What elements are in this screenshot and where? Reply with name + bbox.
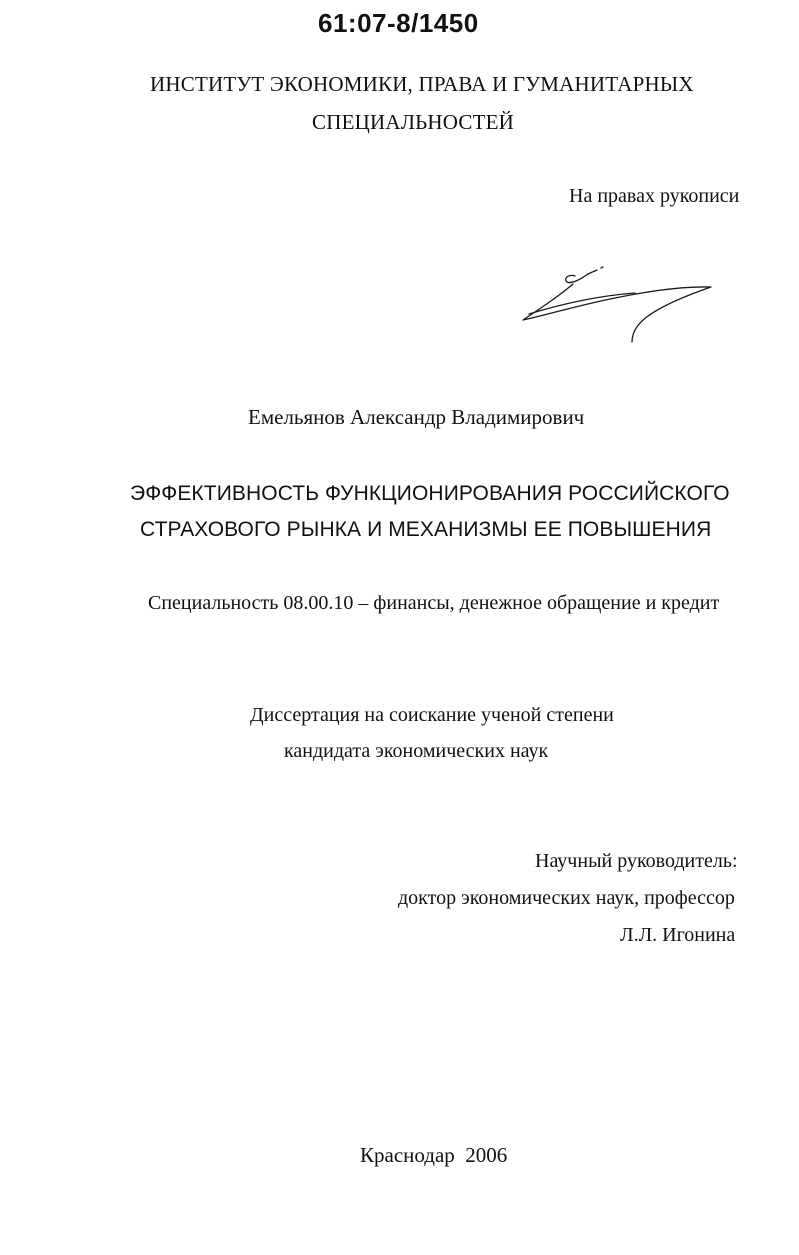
degree-line1: Диссертация на соискание ученой степени — [250, 704, 614, 726]
institution-name-line1: ИНСТИТУТ ЭКОНОМИКИ, ПРАВА И ГУМАНИТАРНЫХ — [150, 72, 694, 96]
manuscript-rights-note: На правах рукописи — [569, 185, 740, 207]
dissertation-title-line2: СТРАХОВОГО РЫНКА И МЕХАНИЗМЫ ЕЕ ПОВЫШЕНИЯ — [140, 518, 712, 541]
catalog-number: 61:07-8/1450 — [318, 8, 479, 38]
supervisor-title: доктор экономических наук, профессор — [398, 887, 735, 909]
supervisor-label: Научный руководитель: — [535, 850, 738, 872]
degree-line2: кандидата экономических наук — [284, 740, 549, 762]
signature-icon — [515, 262, 715, 346]
supervisor-name: Л.Л. Игонина — [620, 924, 736, 946]
institution-name-line2: СПЕЦИАЛЬНОСТЕЙ — [312, 110, 515, 134]
author-name: Емельянов Александр Владимирович — [248, 405, 585, 429]
city-year: Краснодар 2006 — [360, 1143, 508, 1167]
specialty-line: Специальность 08.00.10 – финансы, денежное обращение и кредит — [148, 592, 720, 614]
dissertation-title-line1: ЭФФЕКТИВНОСТЬ ФУНКЦИОНИРОВАНИЯ РОССИЙСКОГО — [130, 482, 730, 505]
